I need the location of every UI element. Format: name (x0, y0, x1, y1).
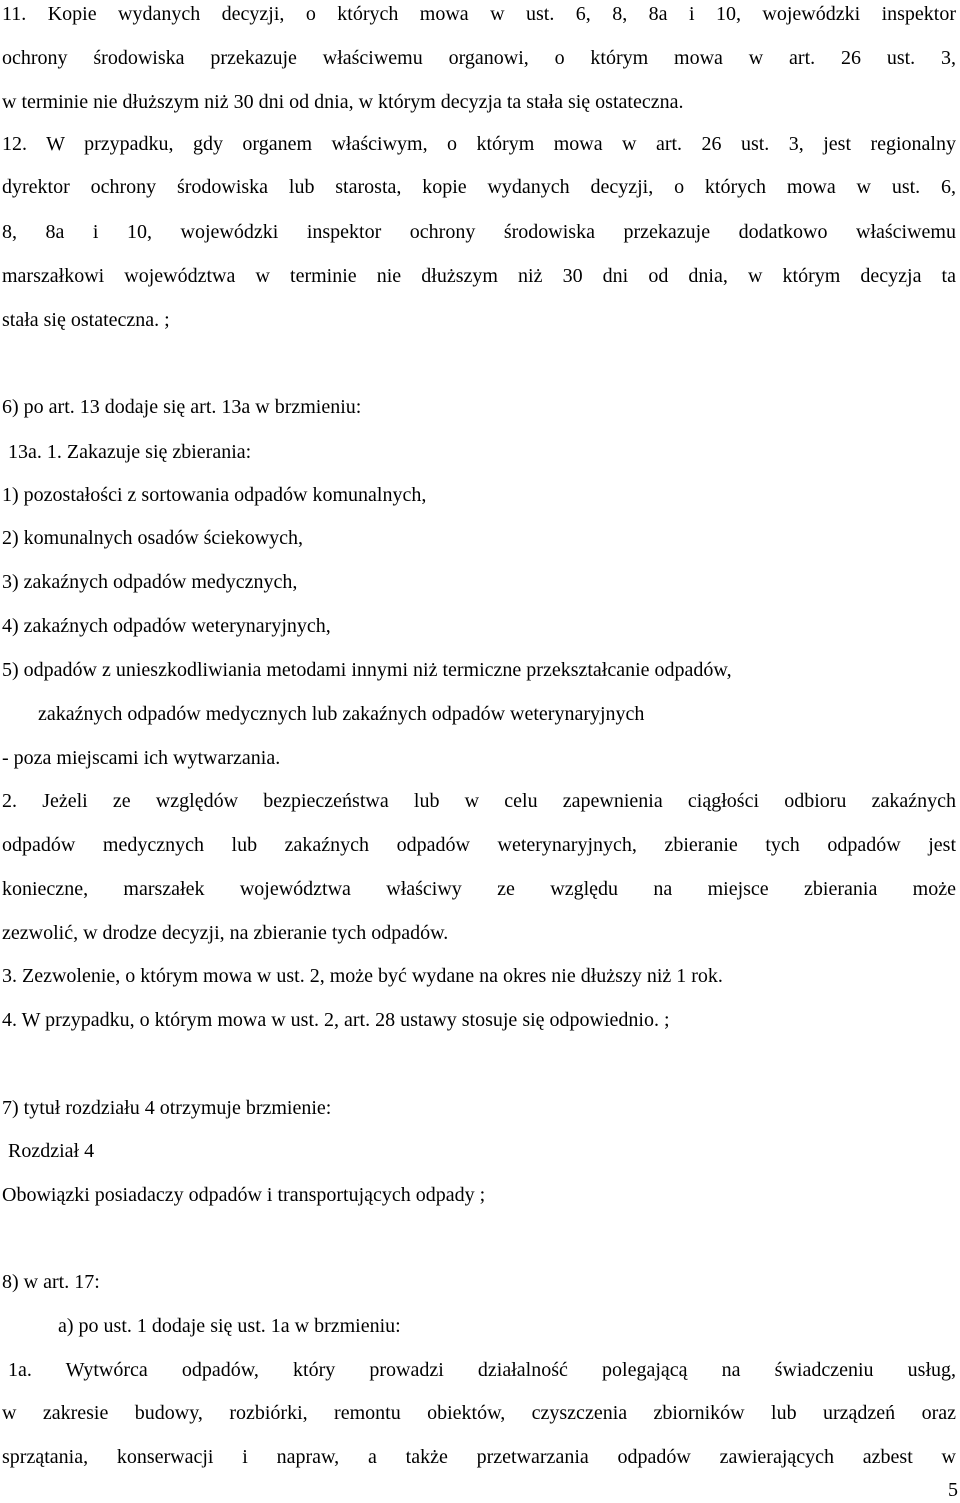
list-item: 5) odpadów z unieszkodliwiania metodami innymi niż termiczne przekształcanie odpadów, (2, 659, 732, 681)
text-line: 8) w art. 17: (2, 1271, 100, 1293)
text-line: Rozdział 4 (8, 1140, 95, 1162)
text-line: konieczne, marszałek województwa właściwy ze względu na miejsce zbierania może (2, 878, 956, 900)
text-line: ochrony środowiska przekazuje właściwemu organowi, o którym mowa w art. 26 ust. 3, (2, 47, 956, 69)
text-line: 4. W przypadku, o którym mowa w ust. 2, art. 28 ustawy stosuje się odpowiednio. ; (2, 1009, 670, 1031)
page-number: 5 (948, 1479, 958, 1501)
text-line: 13a. 1. Zakazuje się zbierania: (8, 441, 252, 463)
text-line: w terminie nie dłuższym niż 30 dni od dnia, w którym decyzja ta stała się ostateczna. (2, 91, 684, 113)
text-line: a) po ust. 1 dodaje się ust. 1a w brzmieniu: (58, 1315, 401, 1337)
text-line: zakaźnych odpadów medycznych lub zakaźnych odpadów weterynaryjnych (38, 703, 645, 725)
text-line: 2. Jeżeli ze względów bezpieczeństwa lub w celu zapewnienia ciągłości odbioru zakaźnych (2, 790, 956, 812)
text-line: marszałkowi województwa w terminie nie dłuższym niż 30 dni od dnia, w którym decyzja ta (2, 265, 956, 287)
text-line: 11. Kopie wydanych decyzji, o których mowa w ust. 6, 8, 8a i 10, wojewódzki inspektor (2, 3, 956, 25)
text-line: 12. W przypadku, gdy organem właściwym, o którym mowa w art. 26 ust. 3, jest regionalny (2, 133, 956, 155)
text-line: Obowiązki posiadaczy odpadów i transportujących odpady ; (2, 1184, 486, 1206)
list-item: 4) zakaźnych odpadów weterynaryjnych, (2, 615, 331, 637)
text-line: - poza miejscami ich wytwarzania. (2, 747, 281, 769)
text-line: sprzątania, konserwacji i napraw, a także przetwarzania odpadów zawierających azbest w (2, 1446, 956, 1468)
text-line: zezwolić, w drodze decyzji, na zbieranie tych odpadów. (2, 922, 449, 944)
text-line: w zakresie budowy, rozbiórki, remontu obiektów, czyszczenia zbiorników lub urządzeń oraz (2, 1402, 956, 1424)
text-line: 3. Zezwolenie, o którym mowa w ust. 2, może być wydane na okres nie dłuższy niż 1 rok. (2, 965, 723, 987)
text-line: odpadów medycznych lub zakaźnych odpadów weterynaryjnych, zbieranie tych odpadów jest (2, 834, 956, 856)
text-line: 8, 8a i 10, wojewódzki inspektor ochrony środowiska przekazuje dodatkowo właściwemu (2, 221, 956, 243)
text-line: stała się ostateczna. ; (2, 309, 170, 331)
text-line: dyrektor ochrony środowiska lub starosta, kopie wydanych decyzji, o których mowa w ust. 6, (2, 176, 956, 198)
text-line: 1a. Wytwórca odpadów, który prowadzi działalność polegającą na świadczeniu usług, (8, 1359, 956, 1381)
text-line: 7) tytuł rozdziału 4 otrzymuje brzmienie: (2, 1097, 332, 1119)
list-item: 3) zakaźnych odpadów medycznych, (2, 571, 298, 593)
list-item: 2) komunalnych osadów ściekowych, (2, 527, 304, 549)
list-item: 1) pozostałości z sortowania odpadów komunalnych, (2, 484, 427, 506)
text-line: 6) po art. 13 dodaje się art. 13a w brzmieniu: (2, 396, 362, 418)
